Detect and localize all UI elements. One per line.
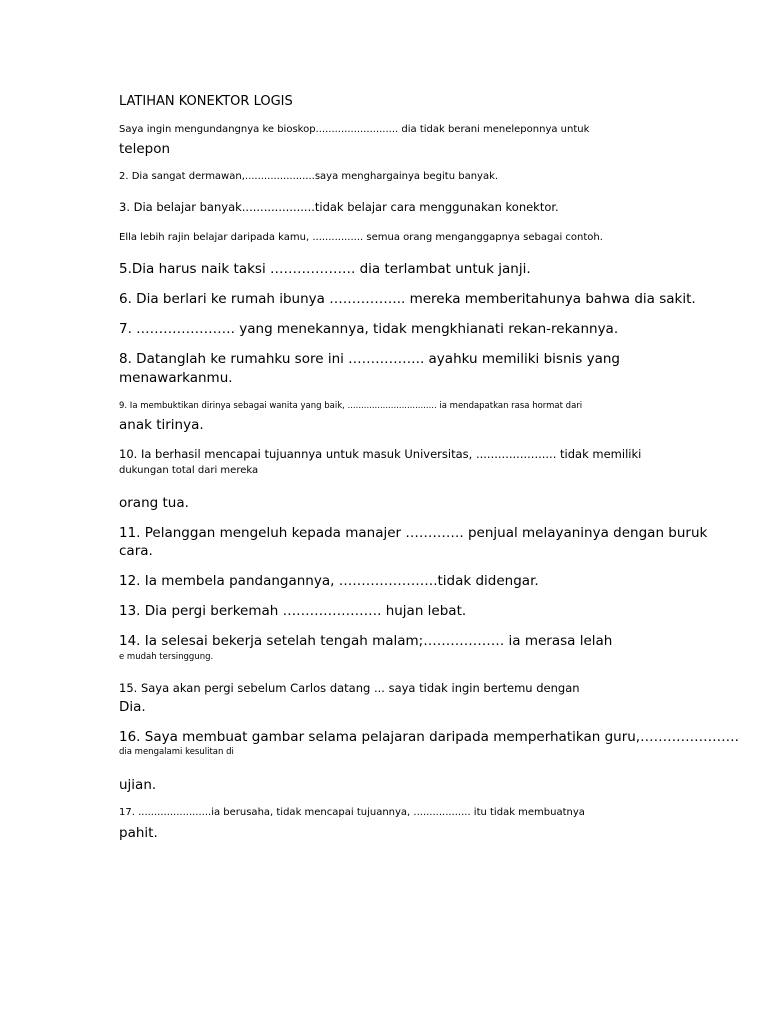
- exercise-line: dukungan total dari mereka: [119, 465, 259, 476]
- exercise-line: Dia.: [119, 699, 146, 715]
- document-title: LATIHAN KONEKTOR LOGIS: [119, 94, 293, 109]
- exercise-line: 9. Ia membuktikan dirinya sebagai wanita yang baik, ................................. ia mendapatkan rasa hormat dari: [119, 401, 583, 411]
- exercise-line: ujian.: [119, 777, 157, 793]
- exercise-line: 5.Dia harus naik taksi ………………. dia terlambat untuk janji.: [119, 261, 531, 277]
- exercise-line: 10. Ia berhasil mencapai tujuannya untuk masuk Universitas, ...................... tidak memiliki: [119, 447, 642, 461]
- exercise-line: 15. Saya akan pergi sebelum Carlos datang ... saya tidak ingin bertemu dengan: [119, 681, 580, 695]
- exercise-line: 2. Dia sangat dermawan,......................saya menghargainya begitu banyak.: [119, 171, 499, 182]
- exercise-line: 7. …………………. yang menekannya, tidak mengkhianati rekan-rekannya.: [119, 321, 619, 337]
- exercise-line: 3. Dia belajar banyak....................tidak belajar cara menggunakan konektor.: [119, 200, 559, 214]
- exercise-line: dia mengalami kesulitan di: [119, 747, 234, 757]
- exercise-line: 12. Ia membela pandangannya, ………………….tidak didengar.: [119, 573, 539, 589]
- exercise-line: telepon: [119, 141, 171, 157]
- exercise-line: 17. .......................ia berusaha, tidak mencapai tujuannya, .................. itu tidak membuatnya: [119, 807, 585, 818]
- exercise-line: 8. Datanglah ke rumahku sore ini …………….. ayahku memiliki bisnis yang: [119, 351, 620, 367]
- exercise-line: e mudah tersinggung.: [119, 652, 214, 662]
- exercise-line: 6. Dia berlari ke rumah ibunya …………….. mereka memberitahunya bahwa dia sakit.: [119, 291, 696, 307]
- exercise-line: 16. Saya membuat gambar selama pelajaran daripada memperhatikan guru,………………….: [119, 729, 739, 745]
- exercise-line: 14. Ia selesai bekerja setelah tengah malam;……………… ia merasa lelah: [119, 633, 613, 649]
- exercise-line: 11. Pelanggan mengeluh kepada manajer …………. penjual melayaninya dengan buruk: [119, 525, 708, 541]
- exercise-line: Ella lebih rajin belajar daripada kamu, ................ semua orang menganggapnya sebagai contoh.: [119, 232, 603, 243]
- exercise-line: Saya ingin mengundangnya ke bioskop.......................... dia tidak berani meneleponnya untuk: [119, 124, 590, 135]
- exercise-line: cara.: [119, 543, 153, 559]
- exercise-line: 13. Dia pergi berkemah …………………. hujan lebat.: [119, 603, 467, 619]
- exercise-line: pahit.: [119, 825, 158, 841]
- exercise-line: anak tirinya.: [119, 417, 204, 433]
- exercise-line: menawarkanmu.: [119, 370, 233, 386]
- exercise-line: orang tua.: [119, 495, 189, 511]
